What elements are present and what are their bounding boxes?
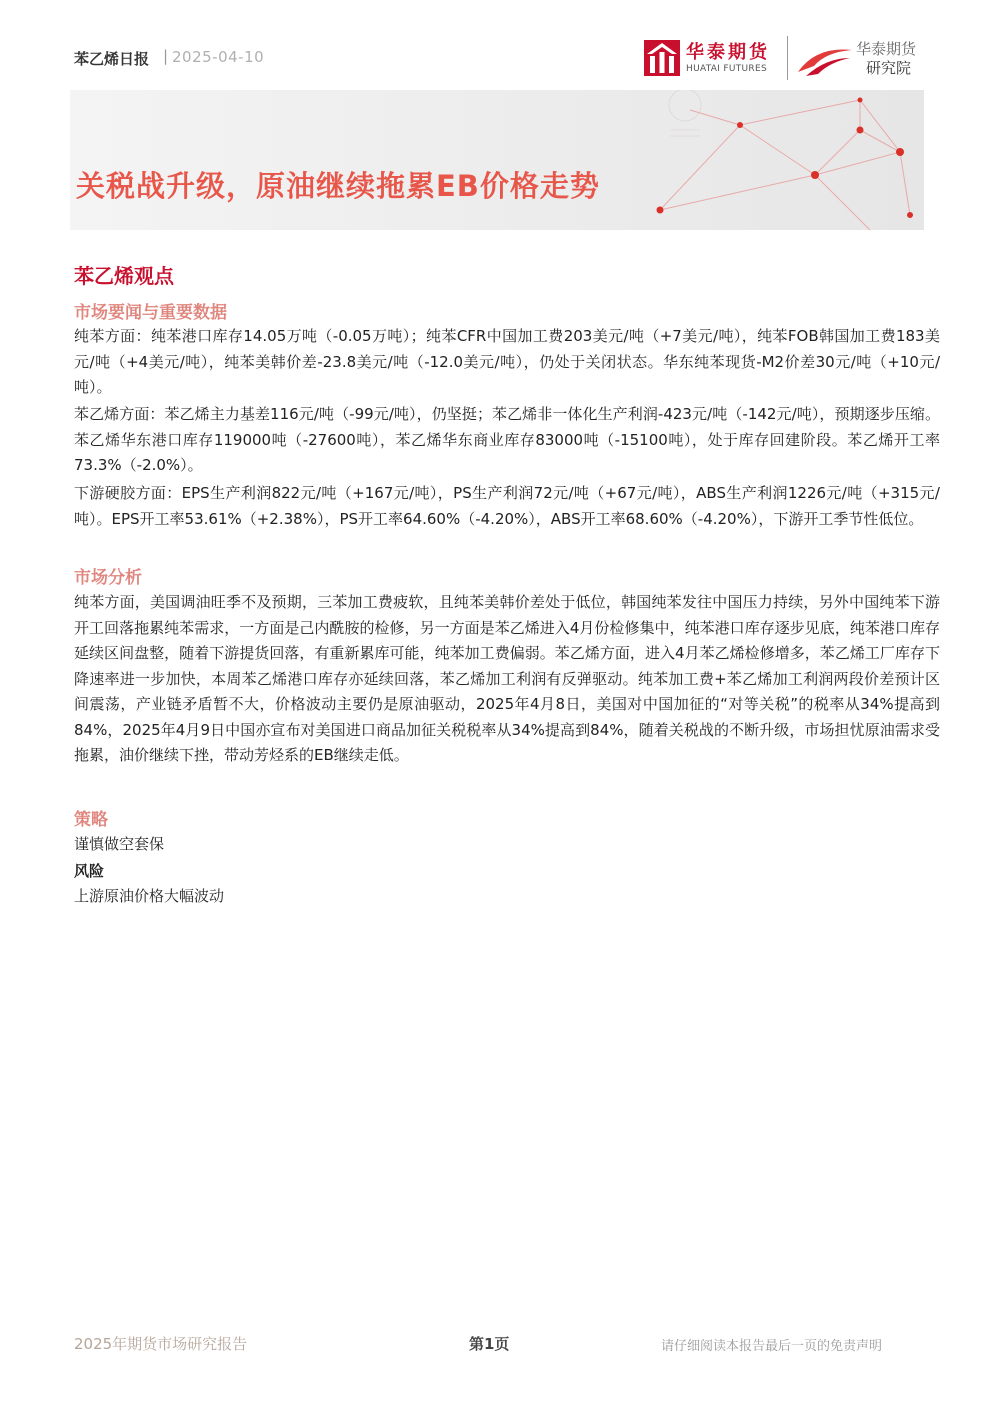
analysis-heading: 市场分析 xyxy=(74,568,142,588)
news-heading: 市场要闻与重要数据 xyxy=(74,303,227,323)
news-paragraph-downstream: 下游硬胶方面：EPS生产利润822元/吨（+167元/吨），PS生产利润72元/吨（+67元/吨），ABS生产利润1226元/吨（+315元/吨）。EPS开工率53.61%（+2.38%），PS开工率64.60%（-4.20%），ABS开工率68.60%（-4.20%），下游开工季节性低位。 xyxy=(74,484,940,528)
logo-divider xyxy=(787,36,788,80)
disclaimer-note: 请仔细阅读本报告最后一页的免责声明 xyxy=(661,1339,883,1354)
institute-name: 华泰期货 xyxy=(856,40,917,58)
network-graphic xyxy=(70,90,924,230)
risk-text: 上游原油价格大幅波动 xyxy=(74,887,225,905)
analysis-paragraph: 纯苯方面，美国调油旺季不及预期，三苯加工费疲软，且纯苯美韩价差处于低位，韩国纯苯发往中国压力持续，另外中国纯苯下游开工回落拖累纯苯需求，一方面是己内酰胺的检修，另一方面是苯乙烯进入4月份检修集中，纯苯港口库存逐步见底，纯苯港口库存延续区间盘整，随着下游提货回落，有重新累库可能，纯苯加工费偏弱。苯乙烯方面，进入4月苯乙烯检修增多，苯乙烯工厂库存下降速率进一步加快，本周苯乙烯港口库存亦延续回落，苯乙烯加工利润有反弹驱动。纯苯加工费+苯乙烯加工利润两段价差预计区间震荡，产业链矛盾暂不大，价格波动主要仍是原油驱动，2025年4月8日，美国对中国加征的“对等关税”的税率从34%提高到84%，2025年4月9日中国亦宣布对美国进口商品加征关税税率从34%提高到84%，随着关税战的不断升级，市场担忧原油需求受拖累，油价继续下挫，带动芳烃系的EB继续走低。 xyxy=(74,593,940,764)
strategy-heading: 策略 xyxy=(74,810,108,830)
news-paragraph-benzene: 纯苯方面：纯苯港口库存14.05万吨（-0.05万吨）；纯苯CFR中国加工费203美元/吨（+7美元/吨），纯苯FOB韩国加工费183美元/吨（+4美元/吨），纯苯美韩价差-23.8美元/吨（-12.0美元/吨），仍处于关闭状态。华东纯苯现货-M2价差30元/吨（+10元/吨）。 xyxy=(74,327,940,396)
report-title: 关税战升级，原油继续拖累EB价格走势 xyxy=(76,169,600,203)
risk-heading: 风险 xyxy=(74,862,105,880)
section-title: 苯乙烯观点 xyxy=(74,264,174,288)
news-paragraph-styrene: 苯乙烯方面：苯乙烯主力基差116元/吨（-99元/吨），仍坚挺；苯乙烯非一体化生产利润-423元/吨（-142元/吨），预期逐步压缩。苯乙烯华东港口库存119000吨（-27600吨），苯乙烯华东商业库存83000吨（-15100吨），处于库存回建阶段。苯乙烯开工率73.3%（-2.0%）。 xyxy=(74,405,940,474)
institute-logo-icon xyxy=(796,42,854,78)
report-type: 苯乙烯日报 xyxy=(74,50,150,68)
title-banner xyxy=(70,90,924,230)
brand-name-cn: 华泰期货 xyxy=(686,42,770,63)
page-number: 第1页 xyxy=(469,1335,510,1353)
header-separator: | xyxy=(163,47,169,65)
huatai-logo-icon xyxy=(644,40,680,76)
institute-suffix: 研究院 xyxy=(866,59,912,77)
page-header xyxy=(0,0,992,90)
footer-report-name: 2025年期货市场研究报告 xyxy=(74,1335,248,1353)
brand-name-en: HUATAI FUTURES xyxy=(686,64,767,74)
report-date: 2025-04-10 xyxy=(172,48,265,66)
strategy-text: 谨慎做空套保 xyxy=(74,835,165,853)
